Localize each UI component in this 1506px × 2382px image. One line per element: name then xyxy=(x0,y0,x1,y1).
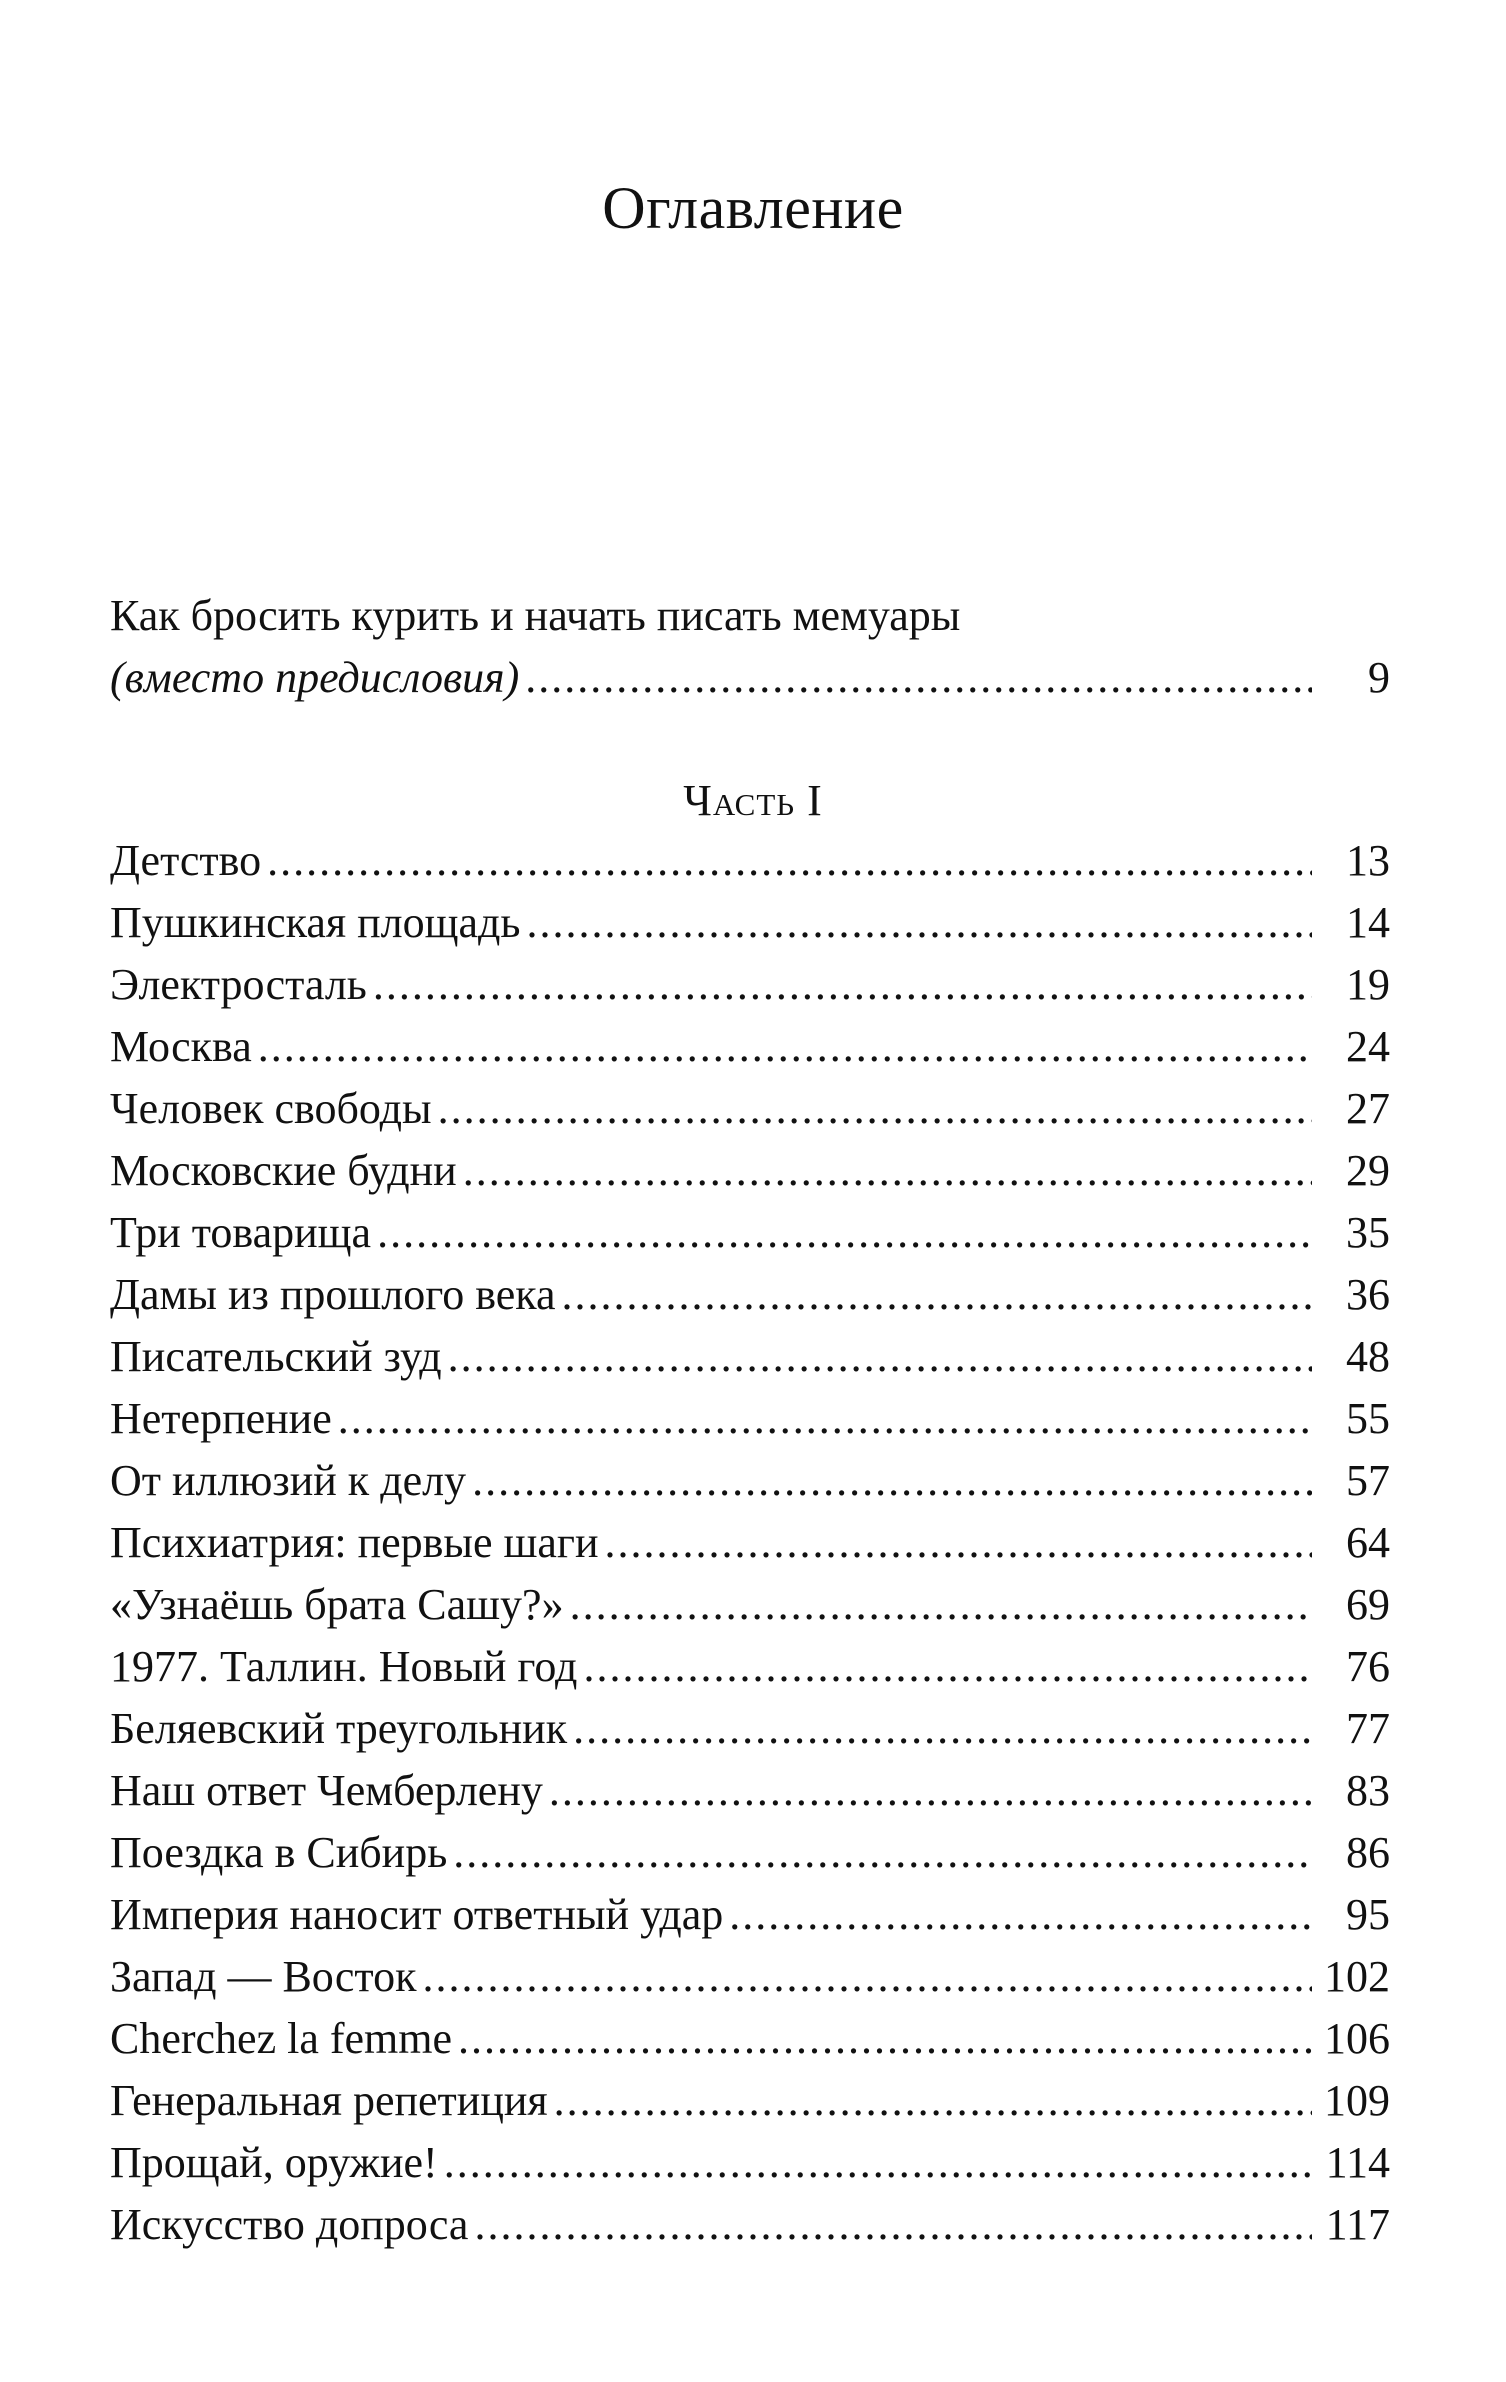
toc-entry xyxy=(110,1698,1390,1760)
toc-entry-page: 24 xyxy=(1346,1022,1390,1071)
toc-entry xyxy=(110,1574,1390,1636)
toc-entry xyxy=(110,892,1390,954)
toc-entry-page: 83 xyxy=(1346,1766,1390,1815)
intro-entry-page: 9 xyxy=(1368,653,1390,702)
toc-entry-title: Поездка в Сибирь xyxy=(110,1828,448,1877)
toc-entry-page: 57 xyxy=(1346,1456,1390,1505)
toc-entry-page: 13 xyxy=(1346,836,1390,885)
toc-entry-page: 55 xyxy=(1346,1394,1390,1443)
toc-entry-page: 117 xyxy=(1325,2200,1390,2249)
dot-leader xyxy=(422,1946,1312,2008)
toc-entry-page: 114 xyxy=(1325,2138,1390,2187)
toc-entry-page: 109 xyxy=(1324,2076,1390,2125)
toc-entry-title: Наш ответ Чемберлену xyxy=(110,1766,543,1815)
toc-entry-page: 36 xyxy=(1346,1270,1390,1319)
toc-entry-page: 102 xyxy=(1324,1952,1390,2001)
toc-entry-title: Искусство допроса xyxy=(110,2200,469,2249)
dot-leader xyxy=(573,1698,1312,1760)
toc-entry xyxy=(110,1078,1390,1140)
toc-entry xyxy=(110,1264,1390,1326)
toc-entry xyxy=(110,1140,1390,1202)
toc-entry-page: 64 xyxy=(1346,1518,1390,1567)
intro-entry-subtitle-row xyxy=(110,647,1390,709)
toc-entry xyxy=(110,2008,1390,2070)
toc-entry-page: 106 xyxy=(1324,2014,1390,2063)
toc-entry-title: Москва xyxy=(110,1022,252,1071)
toc-entry-page: 69 xyxy=(1346,1580,1390,1629)
toc-entry-title: Человек свободы xyxy=(110,1084,432,1133)
toc-entry xyxy=(110,1326,1390,1388)
toc-entry xyxy=(110,1884,1390,1946)
toc-entry-title: Запад — Восток xyxy=(110,1952,417,2001)
dot-leader xyxy=(472,1450,1312,1512)
toc-entry-title: Прощай, оружие! xyxy=(110,2138,438,2187)
dot-leader xyxy=(448,1326,1312,1388)
toc-entry-title: Беляевский треугольник xyxy=(110,1704,568,1753)
toc-entry xyxy=(110,2194,1390,2256)
toc-entry xyxy=(110,1450,1390,1512)
dot-leader xyxy=(444,2132,1312,2194)
toc-entry-page: 76 xyxy=(1346,1642,1390,1691)
toc-entry-title: Психиатрия: первые шаги xyxy=(110,1518,599,1567)
toc-entry-title: Дамы из прошлого века xyxy=(110,1270,556,1319)
toc-entry xyxy=(110,1946,1390,2008)
dot-leader xyxy=(583,1636,1312,1698)
toc-entry-page: 14 xyxy=(1346,898,1390,947)
toc-entry xyxy=(110,1512,1390,1574)
toc-entry-page: 48 xyxy=(1346,1332,1390,1381)
toc-entry-page: 29 xyxy=(1346,1146,1390,1195)
dot-leader xyxy=(373,954,1312,1016)
dot-leader xyxy=(463,1140,1312,1202)
toc-entry-title: Московские будни xyxy=(110,1146,457,1195)
toc-entry xyxy=(110,954,1390,1016)
intro-entry-subtitle: (вместо предисловия) xyxy=(110,653,520,702)
toc-entry-page: 95 xyxy=(1346,1890,1390,1939)
toc-entry-title: Cherchez la femme xyxy=(110,2014,453,2063)
dot-leader xyxy=(258,1016,1312,1078)
toc-entry xyxy=(110,1822,1390,1884)
toc-list xyxy=(110,830,1390,2256)
toc-entry-page: 77 xyxy=(1346,1704,1390,1753)
dot-leader xyxy=(474,2194,1312,2256)
dot-leader xyxy=(458,2008,1312,2070)
toc-entry-title: «Узнаёшь брата Сашу?» xyxy=(110,1580,564,1629)
toc-entry xyxy=(110,830,1390,892)
dot-leader xyxy=(377,1202,1312,1264)
toc-entry-page: 19 xyxy=(1346,960,1390,1009)
toc-entry-page: 86 xyxy=(1346,1828,1390,1877)
dot-leader xyxy=(438,1078,1312,1140)
dot-leader xyxy=(570,1574,1312,1636)
intro-entry xyxy=(110,585,1390,709)
dot-leader xyxy=(338,1388,1312,1450)
toc-entry xyxy=(110,1760,1390,1822)
toc-entry-title: Три товарища xyxy=(110,1208,372,1257)
toc-entry xyxy=(110,2132,1390,2194)
dot-leader xyxy=(549,1760,1312,1822)
toc-entry-title: Генеральная репетиция xyxy=(110,2076,548,2125)
toc-entry-page: 27 xyxy=(1346,1084,1390,1133)
toc-entry xyxy=(110,1016,1390,1078)
dot-leader xyxy=(527,892,1312,954)
part-heading: Часть I xyxy=(683,776,823,825)
page-title: Оглавление xyxy=(602,175,904,241)
dot-leader xyxy=(453,1822,1312,1884)
toc-entry-title: Империя наносит ответный удар xyxy=(110,1890,724,1939)
dot-leader xyxy=(729,1884,1312,1946)
dot-leader xyxy=(267,830,1312,892)
dot-leader xyxy=(562,1264,1313,1326)
toc-entry xyxy=(110,1388,1390,1450)
toc-entry-title: Нетерпение xyxy=(110,1394,332,1443)
toc-entry-title: От иллюзий к делу xyxy=(110,1456,467,1505)
toc-entry-title: Пушкинская площадь xyxy=(110,898,521,947)
dot-leader xyxy=(605,1512,1312,1574)
toc-entry xyxy=(110,1636,1390,1698)
toc-entry-title: Детство xyxy=(110,836,262,885)
intro-entry-title: Как бросить курить и начать писать мемуары xyxy=(110,591,961,640)
toc-entry-page: 35 xyxy=(1346,1208,1390,1257)
dot-leader xyxy=(525,647,1312,709)
dot-leader xyxy=(554,2070,1312,2132)
toc-entry-title: Электросталь xyxy=(110,960,367,1009)
toc-entry-title: 1977. Таллин. Новый год xyxy=(110,1642,578,1691)
toc-entry xyxy=(110,2070,1390,2132)
toc-entry xyxy=(110,1202,1390,1264)
toc-entry-title: Писательский зуд xyxy=(110,1332,442,1381)
